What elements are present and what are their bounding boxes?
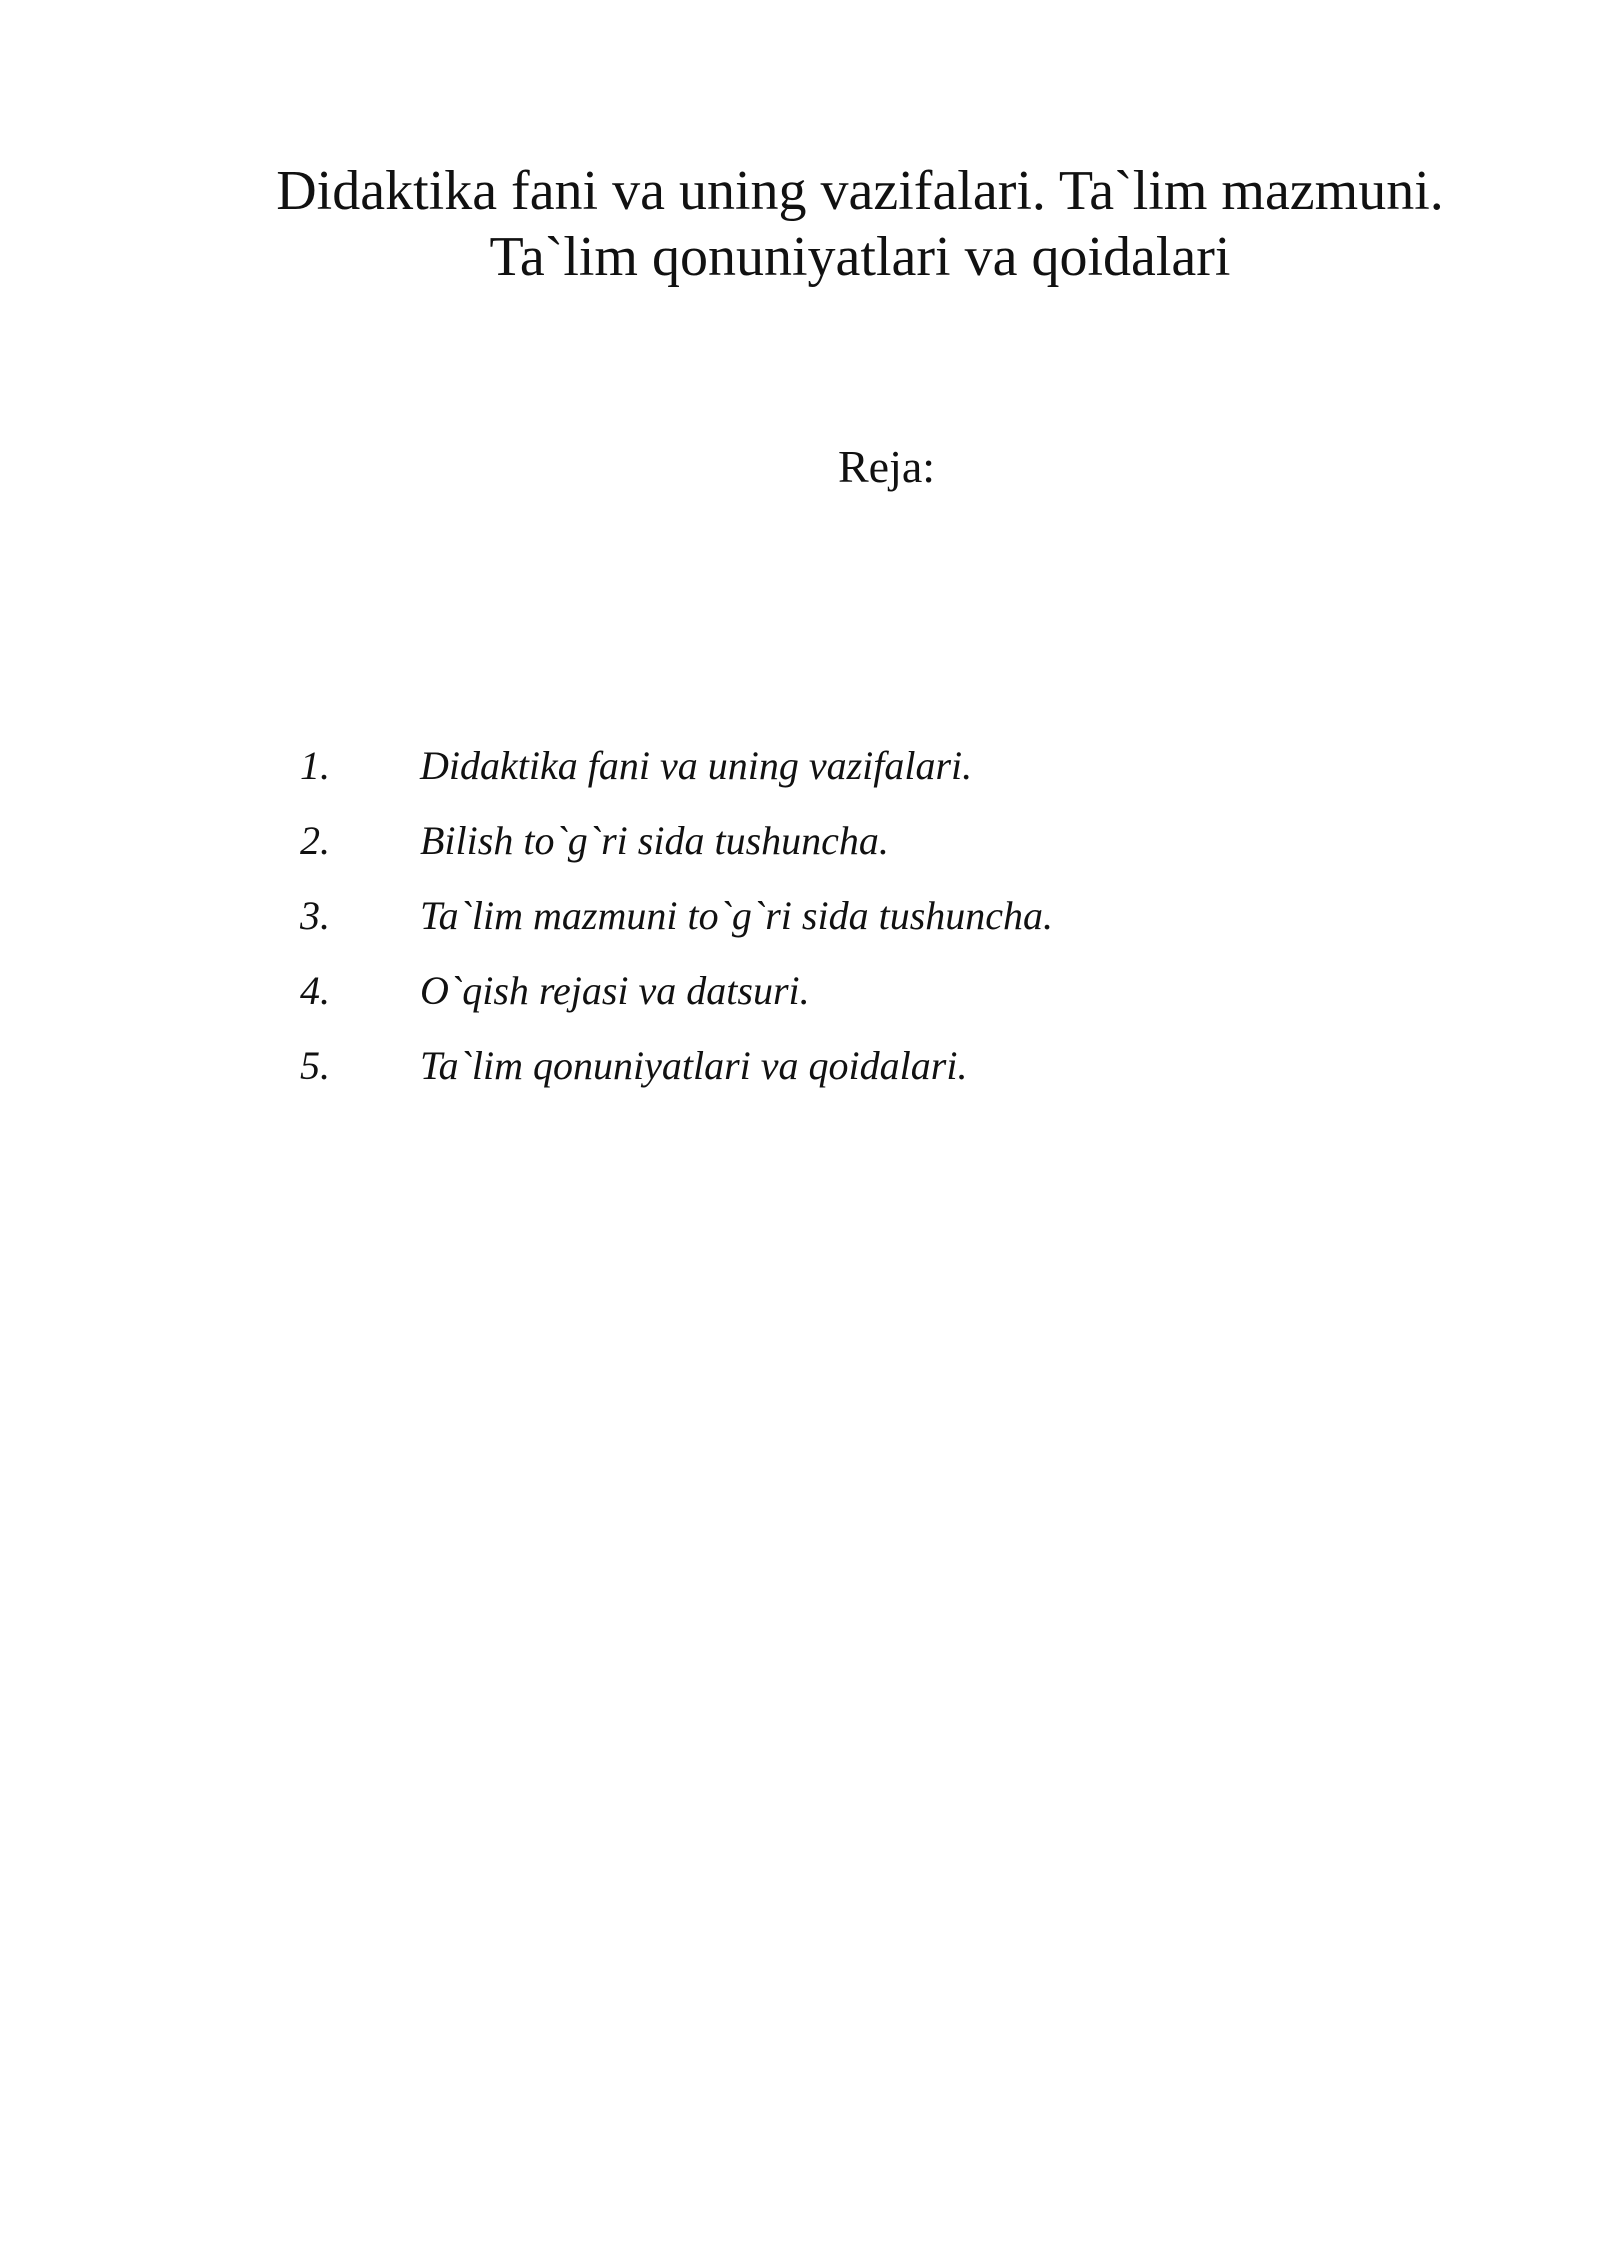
- list-item: [300, 892, 1400, 967]
- list-item-number: 5.: [300, 1043, 330, 1088]
- list-item-number: 4.: [300, 968, 330, 1013]
- list-item-text: Bilish to`g`ri sida tushuncha.: [420, 818, 889, 863]
- list-item-text: Ta`lim mazmuni to`g`ri sida tushuncha.: [420, 893, 1054, 938]
- list-item: [300, 742, 1400, 817]
- list-item-text: Ta`lim qonuniyatlari va qoidalari.: [420, 1043, 968, 1088]
- list-item: [300, 1042, 1400, 1117]
- list-item-number: 1.: [300, 743, 330, 788]
- list-item: [300, 817, 1400, 892]
- title-line-1: Didaktika fani va uning vazifalari. Ta`lim mazmuni.: [276, 160, 1444, 222]
- page-title: [200, 158, 1520, 290]
- list-item-text: Didaktika fani va uning vazifalari.: [420, 743, 973, 788]
- list-item-number: 2.: [300, 818, 330, 863]
- list-item: [300, 967, 1400, 1042]
- title-line-2: Ta`lim qonuniyatlari va qoidalari: [489, 226, 1231, 288]
- plan-heading: Reja:: [838, 441, 936, 492]
- list-item-text: O`qish rejasi va datsuri.: [420, 968, 810, 1013]
- plan-list: [300, 742, 1400, 1117]
- list-item-number: 3.: [300, 893, 330, 938]
